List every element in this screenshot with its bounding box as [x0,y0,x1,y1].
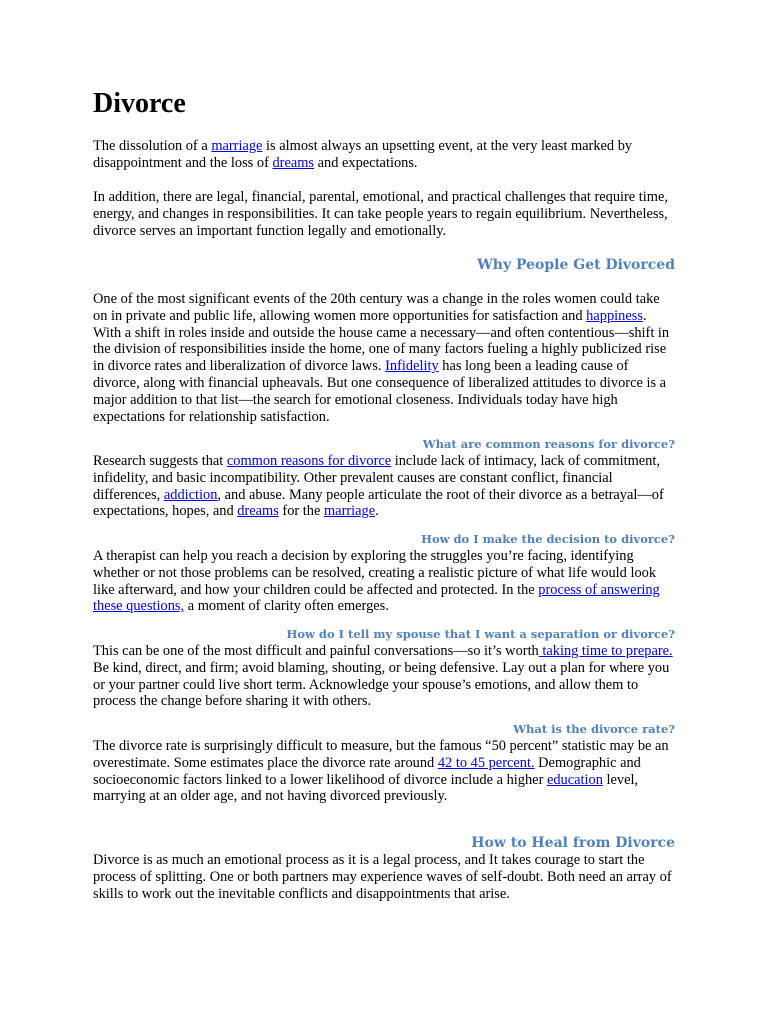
text: A therapist can help you reach a decision by exploring the struggles you’re facing, identifying whether or not those problems can be resolved, creating a realistic picture of what life would look like afterward, and how your children could be affected and protected. In the [93,548,657,598]
link-education[interactable]: education [546,771,603,788]
decision-paragraph [93,548,675,615]
subheading-decision: How do I make the decision to divorce? [421,532,675,546]
subheading-tell-spouse: How do I tell my spouse that I want a separation or divorce? [286,627,675,641]
text: One of the most significant events of the 20th century was a change in the roles women could take on in private and public life, allowing women more opportunities for satisfaction and [93,291,660,324]
subheading-divorce-rate: What is the divorce rate? [513,722,675,736]
text: The divorce rate is surprisingly difficult to measure, but the famous “50 percent” statistic may be an overestimate. Some estimates place the divorce rate around [93,738,669,771]
text: include lack of intimacy, lack of commitment, infidelity, and basic incompatibility. Other prevalent causes are constant conflict, financial differences, [93,453,660,503]
section-heading-why: Why People Get Divorced [477,257,675,273]
link-process-answering[interactable]: process of answering these questions, [93,581,660,615]
text: Be kind, direct, and firm; avoid blaming, shouting, or being defensive. Lay out a plan for where you or your partner could live short term. Acknowledge your spouse’s emotions, and allow them to process the change before sharing it with others. [93,659,670,710]
tell-paragraph [93,643,675,710]
heal-paragraph: Divorce is as much an emotional process as it is a legal process, and It takes courage to start the process of splitting. One or both partners may experience waves of self-doubt. Both need an array of skills to work out the inevitable conflicts and disappointments that arise. [93,852,672,902]
text: a moment of clarity often emerges. [184,598,389,615]
text: Demographic and socioeconomic factors linked to a lower likelihood of divorce include a higher [93,754,641,788]
text: Research suggests that [93,453,227,469]
link-taking-time[interactable]: taking time to prepare. [538,643,673,659]
link-dreams[interactable]: dreams [272,154,315,171]
link-42-to-45[interactable]: 42 to 45 percent. [437,754,535,771]
link-infidelity[interactable]: Infidelity [385,358,439,375]
text: . [375,503,379,520]
text: . With a shift in roles inside and outside the house came a necessary—and often contentious—shift in the division of responsibilities inside the home, one of many factors fueling a highly publicized rise in divorce rates and liberalization of divorce laws. [93,307,670,375]
link-happiness[interactable]: happiness [586,307,643,324]
text: has long been a leading cause of divorce, along with financial upheavals. But one consequence of liberalized attitudes to divorce is a major addition to that list—the search for emotional closeness. Individuals today have high expectations for relationship satisfaction. [93,358,667,425]
link-marriage[interactable]: marriage [211,138,263,154]
link-common-reasons[interactable]: common reasons for divorce [226,453,392,469]
why-paragraph [93,291,675,425]
text: This can be one of the most difficult and painful conversations—so it’s worth [93,643,539,659]
text: , and abuse. Many people articulate the root of their divorce as a betrayal—of expectations, hopes, and [93,486,664,520]
text: level, marrying at an older age, and not having divorced previously. [93,771,639,805]
intro-paragraph-1 [93,138,675,172]
intro-paragraph-2: In addition, there are legal, financial, parental, emotional, and practical challenges that require time, energy, and changes in responsibilities. It can take people years to regain equilibrium. Nevertheless, divorce serves an important function legally and emotionally. [93,189,668,239]
text: is almost always an upsetting event, at the very least marked by disappointment and the loss of [93,138,633,171]
subheading-reasons: What are common reasons for divorce? [422,437,675,451]
rate-paragraph [93,738,675,805]
document-title: Divorce [93,88,186,119]
section-heading-heal: How to Heal from Divorce [471,835,675,851]
link-marriage-2[interactable]: marriage [323,503,376,520]
link-addiction[interactable]: addiction [163,486,218,503]
text: for the [278,503,324,520]
text: and expectations. [314,154,418,171]
text: The dissolution of a [93,138,212,154]
link-dreams-2[interactable]: dreams [237,503,279,520]
reasons-paragraph [93,453,675,520]
